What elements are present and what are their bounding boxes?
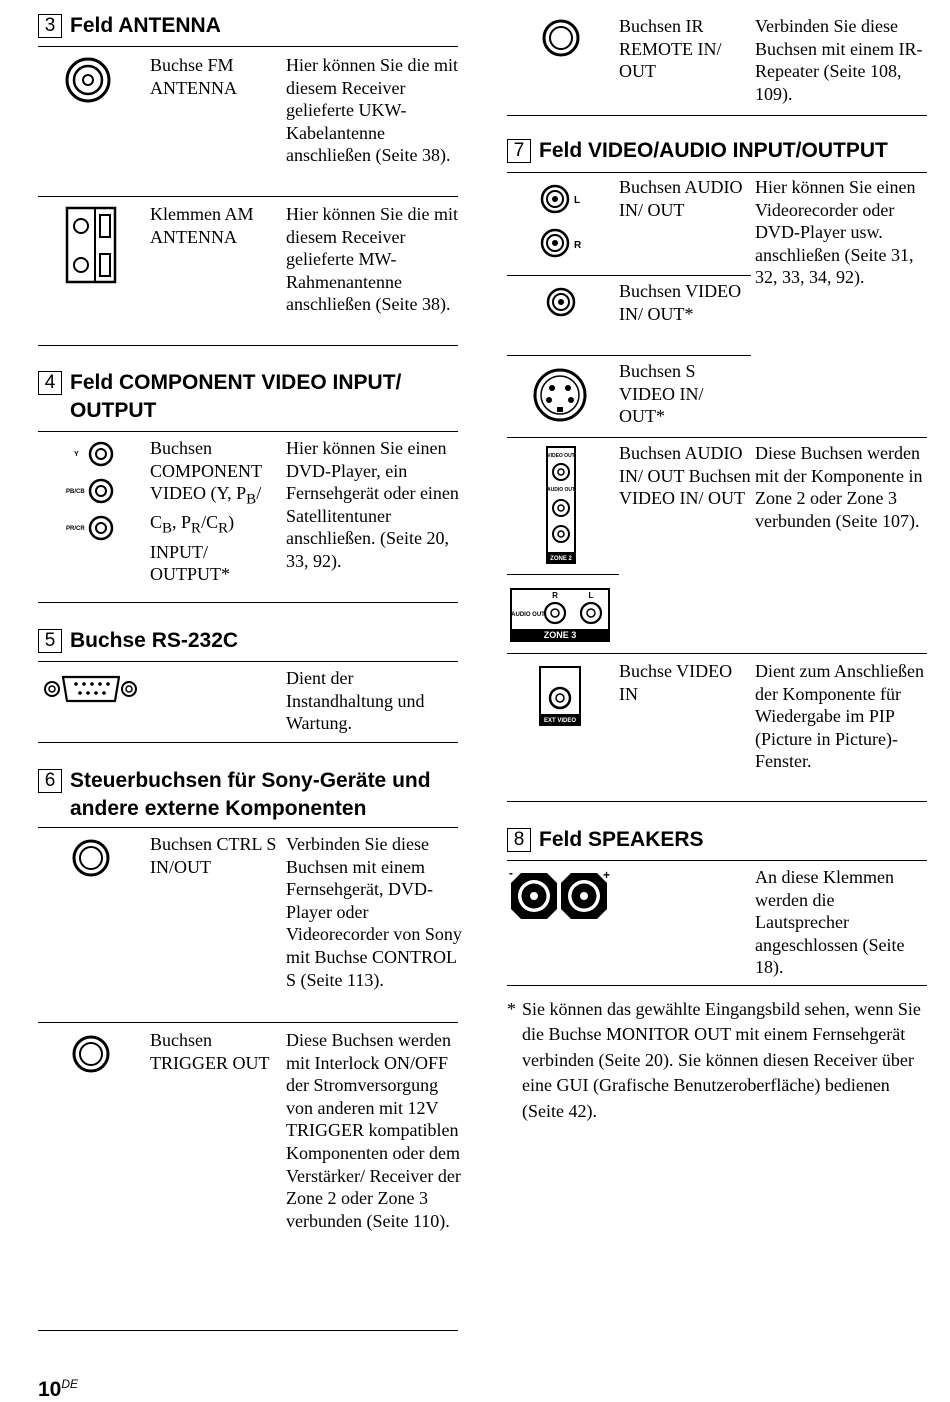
row-name: Buchsen COMPONENT VIDEO (Y, $P_B/$ $C_B$, $P_R/C_R$) INPUT/ OUTPUT* [150,438,262,585]
table-row [38,1024,461,1331]
row-name: Buchsen CTRL S IN/OUT [150,834,277,877]
jack-label: ZONE 2 [550,556,572,562]
av-group [507,173,927,438]
trigger-out-jack-icon [38,1024,150,1100]
row-description: Hier können Sie die mit diesem Receiver gelieferte UKW-Kabelantenne anschließen (Seite 38). [286,55,458,166]
footnote-text: Sie können das gewählte Eingangsbild sehen, wenn Sie die Buchse MONITOR OUT mit einem Fernsehgerät verbinden (Seite 20). Sie können diesen Receiver über eine GUI (Grafische Benutzeroberfläche) bedienen (Seite 42). [522,999,921,1121]
jack-label: Y [74,451,79,458]
row-name: Buchsen AUDIO IN/ OUT [619,177,743,220]
jack-label: L [574,195,581,206]
row-description: An diese Klemmen werden die Lautsprecher angeschlossen (Seite 18). [755,867,905,978]
zone2-jacks-icon [507,439,619,575]
section-number: 6 [38,769,62,793]
row-description: Dient zum Anschließen der Komponente für Wiedergabe im PIP (Picture in Picture)-Fenster. [755,661,924,772]
terminal-label: - [509,866,513,880]
section-6-heading [38,767,458,823]
row-description: Diese Buchsen werden mit der Komponente in Zone 2 oder Zone 3 verbunden (Seite 107). [755,443,923,531]
zone3-jacks-icon [507,579,619,649]
table-row [38,47,458,197]
section-title: Feld ANTENNA [70,14,221,37]
row-description: Hier können Sie einen Videorecorder oder DVD-Player usw. anschließen (Seite 31, 32, 33, 34, 92). [755,177,916,288]
jack-label: VIDEO OUT [547,453,575,459]
section-number: 8 [507,828,531,852]
row-name: Buchse VIDEO IN [619,661,733,704]
table-row [507,0,927,116]
row-description: Verbinden Sie diese Buchsen mit einem Fernsehgerät, DVD-Player oder Videorecorder von Sony mit Buchse CONTROL S (Seite 113). [286,834,462,990]
table-row [38,828,462,1023]
row-name: Buchsen AUDIO IN/ OUT Buchsen VIDEO IN/ OUT [619,443,751,509]
jack-label: AUDIO OUT [546,487,576,493]
row-name: Buchsen IR REMOTE IN/ OUT [619,16,722,82]
row-name: Buchsen TRIGGER OUT [150,1030,270,1073]
section-7-heading [507,137,927,165]
section-title: Feld VIDEO/AUDIO INPUT/OUTPUT [539,139,888,162]
jack-label: L [588,591,594,600]
svideo-row [507,357,751,435]
jack-label: AUDIO OUT [511,612,545,618]
video-row [507,277,751,356]
speaker-terminals-icon [507,861,619,937]
table-row [38,662,458,743]
jack-label: PR/CR [66,526,85,532]
table-row [38,198,458,346]
s-video-jack-icon [507,357,619,443]
component-video-jacks-icon [38,432,150,558]
section-title: Feld COMPONENT VIDEO INPUT/ OUTPUT [70,371,402,422]
table-row [38,432,458,603]
row-description: Verbinden Sie diese Buchsen mit einem IR-Repeater (Seite 108, 109). [755,16,923,104]
row-name: Buchsen VIDEO IN/ OUT* [619,281,742,324]
row-description: Diese Buchsen werden mit Interlock ON/OFF der Stromversorgung von anderen mit 12V TRIGGER kompatiblen Komponenten oder dem Verstärker/ Receiver der Zone 2 oder Zone 3 verbunden (Seite 110). [286,1030,461,1231]
section-number: 5 [38,629,62,653]
audio-row [507,173,751,276]
footnote [507,997,927,1124]
section-title: Buchse RS-232C [70,629,239,652]
row-description: Hier können Sie die mit diesem Receiver gelieferte MW-Rahmenantenne anschließen (Seite 38). [286,204,458,315]
ext-video-jack-icon [507,655,619,741]
section-8-heading [507,826,927,854]
jack-label: R [552,591,558,600]
terminal-label: + [603,868,611,882]
ctrl-s-jack-icon [38,828,150,904]
ir-remote-jack-icon [507,0,619,86]
fm-antenna-jack-icon [38,47,150,133]
rs232c-port-icon [38,662,150,718]
row-name: Buchse FM ANTENNA [150,55,237,98]
table-row [507,655,927,802]
table-row [507,861,927,986]
jack-label: EXT VIDEO [543,718,577,724]
row-name: Klemmen AM ANTENNA [150,204,254,247]
audio-lr-jacks-icon [507,173,619,279]
section-number: 3 [38,14,62,38]
jack-label: ZONE 3 [543,630,577,640]
section-number: 4 [38,371,62,395]
page-number: 10DE [38,1377,79,1401]
jack-label: R [574,240,582,251]
section-4-heading [38,369,458,425]
row-description: Dient der Instandhaltung und Wartung. [286,668,425,734]
section-number: 7 [507,139,531,163]
video-jack-icon [507,277,619,333]
section-5-heading [38,627,458,655]
row-description: Hier können Sie einen DVD-Player, ein Fernsehgerät oder einen Satellitentuner anschließen. (Seite 20, 33, 92). [286,438,459,571]
am-antenna-terminal-icon [38,198,150,294]
section-title: Steuerbuchsen für Sony-Geräte und andere externe Komponenten [70,769,431,820]
section-title: Feld SPEAKERS [539,828,704,851]
row-name: Buchsen S VIDEO IN/ OUT* [619,361,704,427]
section-3-heading [38,12,458,40]
footnote-mark: * [507,999,516,1019]
zone-row [507,439,927,654]
jack-label: PB/CB [66,489,85,495]
